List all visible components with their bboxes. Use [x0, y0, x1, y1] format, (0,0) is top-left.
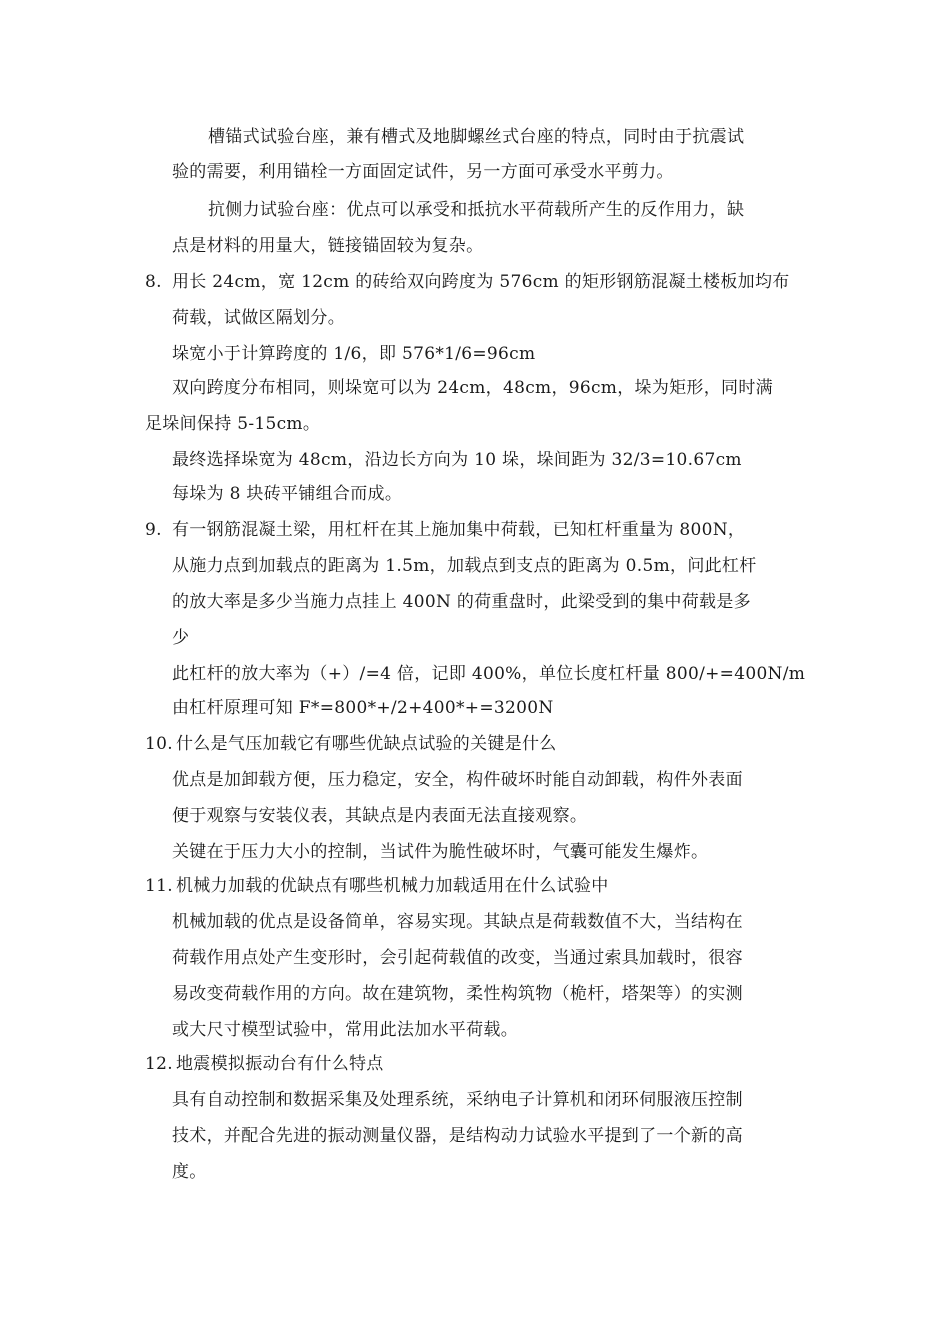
- answer-line: 此杠杆的放大率为（+）/=4 倍，记即 400%，单位长度杠杆量 800/+=400N/m: [172, 664, 806, 684]
- paragraph-line: 点是材料的用量大，链接锚固较为复杂。: [172, 236, 484, 256]
- question-text: 有一钢筋混凝土梁，用杠杆在其上施加集中荷载，已知杠杆重量为 800N，: [172, 520, 746, 540]
- question-12-line: [145, 1054, 384, 1074]
- paragraph-line: 从施力点到加载点的距离为 1.5m，加载点到支点的距离为 0.5m，问此杠杆: [172, 556, 757, 576]
- answer-line: 技术，并配合先进的振动测量仪器，是结构动力试验水平提到了一个新的高: [172, 1126, 743, 1146]
- answer-line: 足垛间保持 5-15cm。: [145, 414, 321, 434]
- answer-line: 关键在于压力大小的控制，当试件为脆性破坏时，气囊可能发生爆炸。: [172, 842, 709, 862]
- question-text: 什么是气压加载它有哪些优缺点试验的关键是什么: [176, 734, 557, 754]
- answer-line: 荷载作用点处产生变形时，会引起荷载值的改变，当通过索具加载时，很容: [172, 948, 743, 968]
- paragraph-line: 抗侧力试验台座：优点可以承受和抵抗水平荷载所产生的反作用力，缺: [208, 200, 745, 220]
- answer-line: 度。: [172, 1162, 207, 1182]
- question-text: 地震模拟振动台有什么特点: [176, 1054, 384, 1074]
- paragraph-line: 槽锚式试验台座，兼有槽式及地脚螺丝式台座的特点，同时由于抗震试: [208, 127, 745, 147]
- question-11-line: [145, 876, 609, 896]
- answer-line: 每垛为 8 块砖平铺组合而成。: [172, 484, 403, 504]
- paragraph-line: 荷载，试做区隔划分。: [172, 308, 345, 328]
- question-number: 12.: [145, 1054, 173, 1074]
- question-number: 8.: [145, 272, 162, 292]
- question-10-line: [145, 734, 557, 754]
- paragraph-line: 验的需要，利用锚栓一方面固定试件，另一方面可承受水平剪力。: [172, 162, 674, 182]
- question-number: 10.: [145, 734, 173, 754]
- paragraph-line: 少: [172, 628, 190, 648]
- question-number: 9.: [145, 520, 162, 540]
- answer-line: 易改变荷载作用的方向。故在建筑物，柔性构筑物（桅杆，塔架等）的实测: [172, 984, 743, 1004]
- answer-line: 双向跨度分布相同，则垛宽可以为 24cm，48cm，96cm，垛为矩形，同时满: [172, 378, 773, 398]
- question-text: 用长 24cm，宽 12cm 的砖给双向跨度为 576cm 的矩形钢筋混凝土楼板加均布: [172, 272, 790, 292]
- question-8-line: [145, 272, 790, 292]
- answer-line: 机械加载的优点是设备简单，容易实现。其缺点是荷载数值不大，当结构在: [172, 912, 743, 932]
- answer-line: 优点是加卸载方便，压力稳定，安全，构件破坏时能自动卸载，构件外表面: [172, 770, 743, 790]
- question-number: 11.: [145, 876, 173, 896]
- answer-line: 垛宽小于计算跨度的 1/6，即 576*1/6=96cm: [172, 344, 536, 364]
- answer-line: 最终选择垛宽为 48cm，沿边长方向为 10 垛，垛间距为 32/3=10.67cm: [172, 450, 742, 470]
- question-9-line: [145, 520, 745, 540]
- answer-line: 便于观察与安装仪表，其缺点是内表面无法直接观察。: [172, 806, 588, 826]
- answer-line: 由杠杆原理可知 F*=800*+/2+400*+=3200N: [172, 698, 554, 718]
- paragraph-line: 的放大率是多少当施力点挂上 400N 的荷重盘时，此梁受到的集中荷载是多: [172, 592, 751, 612]
- answer-line: 具有自动控制和数据采集及处理系统，采纳电子计算机和闭环伺服液压控制: [172, 1090, 743, 1110]
- question-text: 机械力加载的优缺点有哪些机械力加载适用在什么试验中: [176, 876, 609, 896]
- answer-line: 或大尺寸模型试验中，常用此法加水平荷载。: [172, 1020, 518, 1040]
